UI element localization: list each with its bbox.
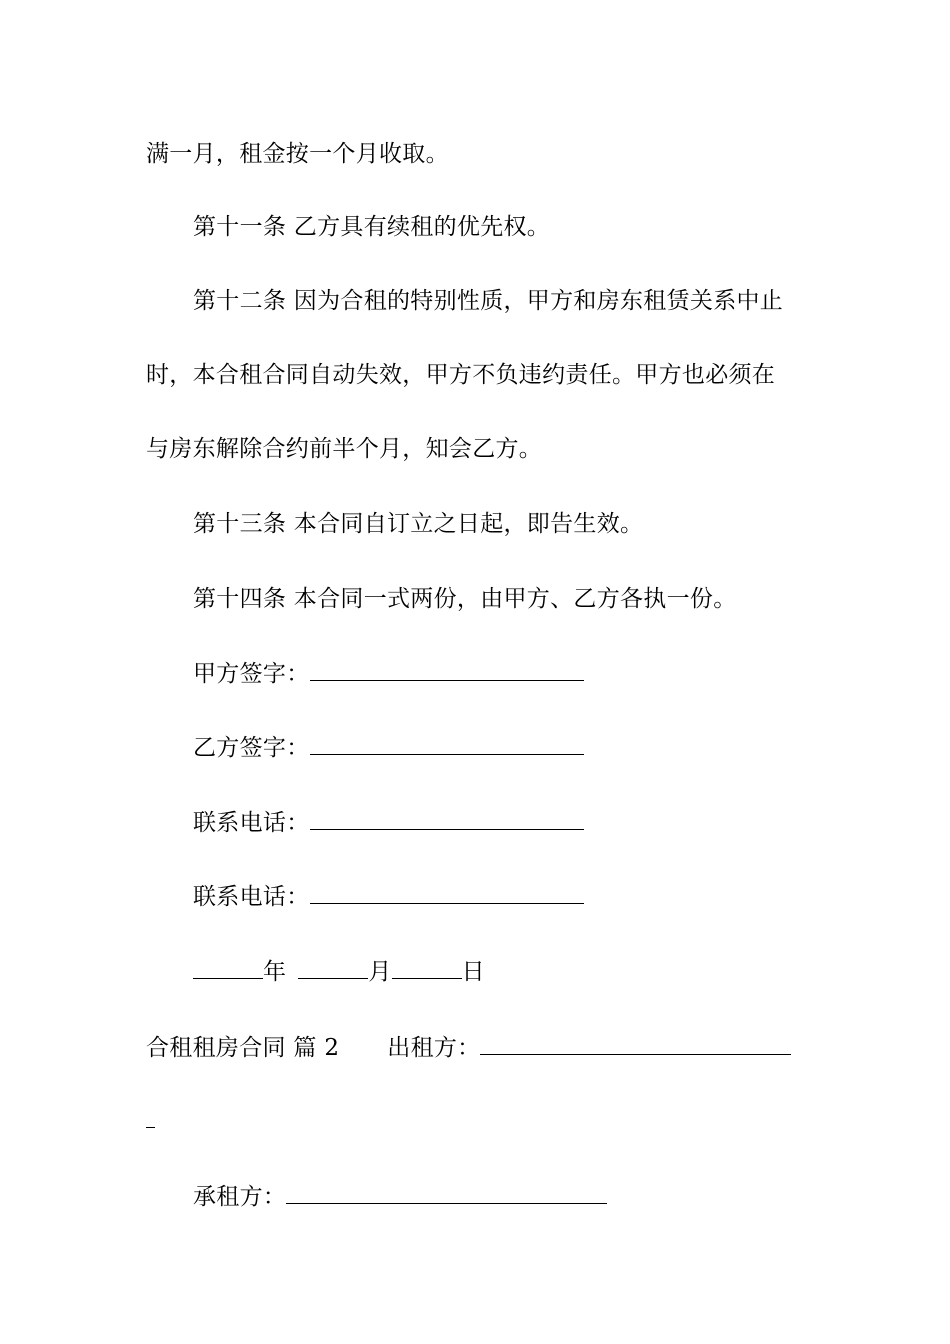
article-11: 第十一条 乙方具有续租的优先权。	[193, 214, 551, 240]
article-12-line-3: 与房东解除合约前半个月，知会乙方。	[146, 436, 543, 462]
article-13: 第十三条 本合同自订立之日起，即告生效。	[193, 511, 644, 537]
lessee-line[interactable]	[286, 1181, 607, 1204]
lessee-label: 承租方：	[193, 1184, 287, 1210]
date-row	[193, 955, 485, 989]
lessor-line[interactable]	[480, 1032, 791, 1055]
year-label: 年	[263, 959, 287, 985]
day-label: 日	[461, 959, 485, 985]
year-blank[interactable]	[193, 956, 263, 979]
party-b-signature-label: 乙方签字：	[193, 735, 310, 761]
day-blank[interactable]	[392, 956, 462, 979]
month-label: 月	[368, 959, 392, 985]
phone-1-line[interactable]	[310, 807, 584, 830]
phone-2-label: 联系电话：	[193, 884, 310, 910]
party-b-signature-line[interactable]	[310, 732, 584, 755]
lessee-row	[193, 1180, 607, 1214]
party-a-signature-label: 甲方签字：	[193, 661, 310, 687]
month-blank[interactable]	[298, 956, 368, 979]
contract-2-header-row	[146, 1031, 791, 1065]
phone-2-row	[193, 880, 584, 914]
party-a-signature-line[interactable]	[310, 658, 584, 681]
contract-2-title: 合租租房合同 篇 2	[146, 1035, 340, 1061]
paragraph-rent-month: 满一月，租金按一个月收取。	[146, 141, 449, 167]
lessor-label: 出租方：	[387, 1035, 481, 1061]
article-12-line-1: 第十二条 因为合租的特别性质，甲方和房东租赁关系中止	[193, 288, 784, 314]
phone-1-row	[193, 806, 584, 840]
phone-2-line[interactable]	[310, 881, 584, 904]
party-a-signature-row	[193, 657, 584, 691]
article-14: 第十四条 本合同一式两份，由甲方、乙方各执一份。	[193, 586, 737, 612]
article-12-line-2: 时，本合租合同自动失效，甲方不负违约责任。甲方也必须在	[146, 362, 776, 388]
party-b-signature-row	[193, 731, 584, 765]
lessor-line-overflow	[146, 1105, 155, 1128]
phone-1-label: 联系电话：	[193, 810, 310, 836]
lessor-line-overflow-row	[146, 1104, 155, 1138]
